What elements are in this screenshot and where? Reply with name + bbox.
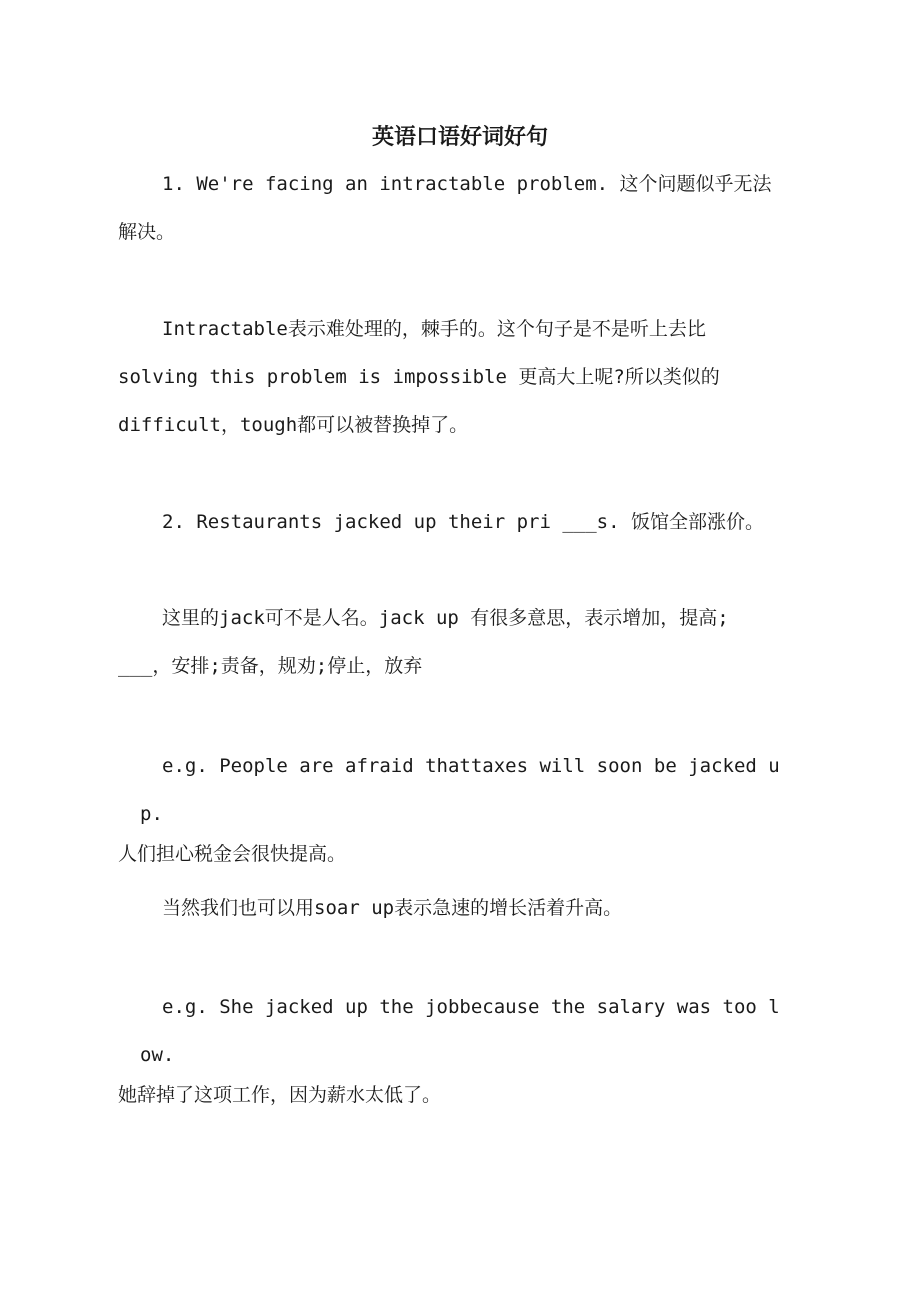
paragraph-5 (118, 742, 790, 878)
paragraph-line: 她辞掉了这项工作，因为薪水太低了。 (118, 1084, 442, 1106)
paragraph-4 (118, 594, 790, 690)
paragraph-line: 人们担心税金会很快提高。 (118, 843, 347, 865)
paragraph-line: 这里的jack可不是人名。jack up 有很多意思，表示增加，提高; (162, 607, 729, 629)
document-title: 英语口语好词好句 (371, 124, 548, 150)
paragraph-line: e.g. She jacked up the jobbecause the salary was too low. (140, 996, 780, 1066)
paragraph-line: 解决。 (118, 221, 176, 243)
paragraph-line: Intractable表示难处理的，棘手的。这个句子是不是听上去比 (162, 318, 706, 340)
paragraph-line: solving this problem is impossible 更高大上呢?所以类似的 (118, 366, 720, 388)
paragraph-line: 2. Restaurants jacked up their pri ___s. 饭馆全部涨价。 (162, 511, 764, 533)
paragraph-6 (140, 884, 790, 932)
paragraph-7 (118, 983, 790, 1119)
paragraph-2 (118, 305, 790, 449)
paragraph-line: 当然我们也可以用soar up表示急速的增长活着升高。 (162, 897, 623, 919)
paragraph-line: ___，安排;责备，规劝;停止，放弃 (118, 655, 423, 677)
paragraph-line: difficult，tough都可以被替换掉了。 (118, 414, 469, 436)
paragraph-line: e.g. People are afraid thattaxes will soon be jacked up. (140, 755, 780, 825)
paragraph-1 (118, 160, 790, 256)
paragraph-3 (140, 498, 790, 546)
paragraph-line: 1. We're facing an intractable problem. 这个问题似乎无法 (162, 173, 772, 195)
